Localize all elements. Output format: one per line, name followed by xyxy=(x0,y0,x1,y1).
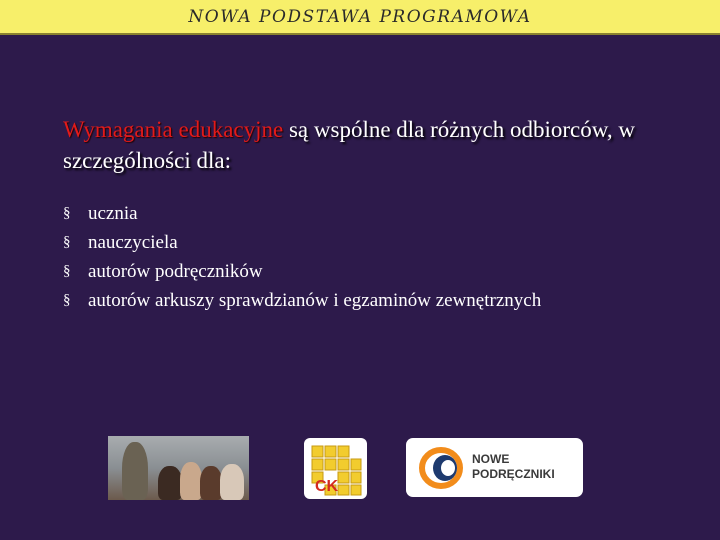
bullet-marker: § xyxy=(63,234,71,250)
np-line-1: NOWE xyxy=(472,452,510,466)
list-item-text: autorów arkuszy sprawdzianów i egzaminów zewnętrznych xyxy=(88,290,542,311)
intro-text: są wspólne dla różnych odbiorców, w szczególności dla: xyxy=(63,117,635,173)
intro-highlight: Wymagania edukacyjne xyxy=(63,117,284,142)
bullet-marker: § xyxy=(63,205,71,221)
list-item-text: ucznia xyxy=(88,203,138,224)
teacher-figure xyxy=(122,442,148,500)
bullet-marker: § xyxy=(63,292,71,308)
np-ring-logo-icon xyxy=(418,447,464,489)
bullet-list xyxy=(63,199,683,315)
list-item xyxy=(63,228,683,257)
list-item xyxy=(63,199,683,228)
np-logo-text xyxy=(472,452,555,482)
nowe-podreczniki-logo xyxy=(406,438,583,497)
title-banner xyxy=(0,0,720,35)
student-figure xyxy=(158,466,182,500)
bullet-marker: § xyxy=(63,263,71,279)
list-item-text: nauczyciela xyxy=(88,232,178,253)
ck-logo-text: CK xyxy=(315,478,339,495)
intro-paragraph xyxy=(63,114,663,176)
list-item-text: autorów podręczników xyxy=(88,261,263,282)
ck-logo xyxy=(304,438,367,499)
np-line-2: PODRĘCZNIKI xyxy=(472,467,555,481)
list-item xyxy=(63,257,683,286)
banner-title: NOWA PODSTAWA PROGRAMOWA xyxy=(188,6,532,27)
student-figure xyxy=(200,466,222,500)
student-figure xyxy=(220,464,244,500)
list-item xyxy=(63,286,683,315)
student-figure xyxy=(180,462,202,500)
classroom-photo xyxy=(108,436,249,500)
